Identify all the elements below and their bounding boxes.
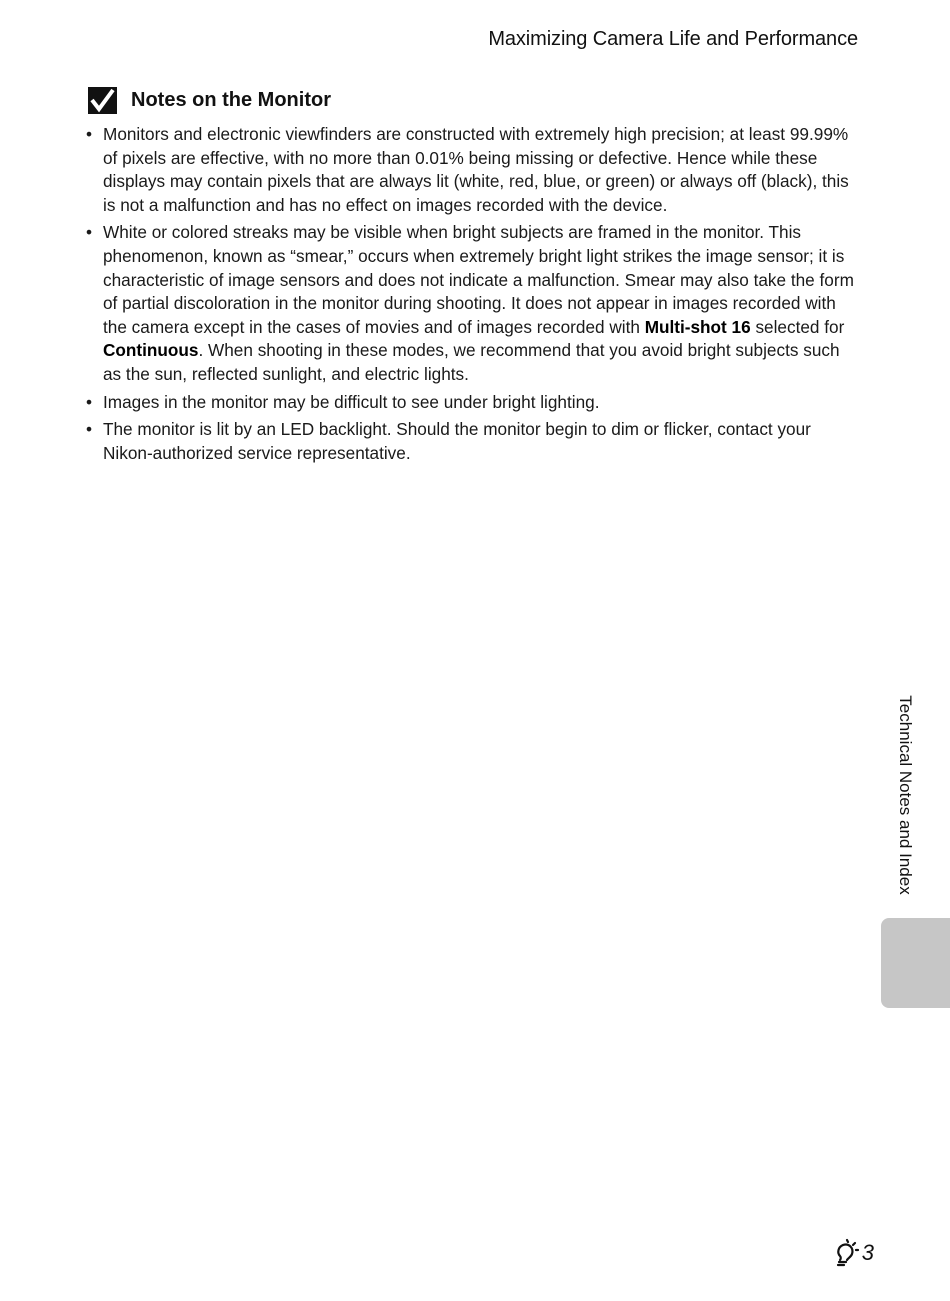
note-title: Notes on the Monitor bbox=[131, 88, 331, 111]
running-header: Maximizing Camera Life and Performance bbox=[488, 28, 858, 50]
list-item-text: . When shooting in these modes, we recommend that you avoid bright subjects such as the sun, reflected sunlight, and electric lights. bbox=[103, 340, 840, 384]
list-item bbox=[88, 418, 860, 465]
bullet-icon: • bbox=[86, 419, 93, 440]
list-item-text: Monitors and electronic viewfinders are constructed with extremely high precision; at least 99.99% of pixels are effective, with no more than 0.01% being missing or defective. Hence while these displays may contain pixels that are always lit (white, red, blue, or green) or always off (black), this is not a malfunction and has no effect on images recorded with the device. bbox=[103, 124, 849, 215]
list-item-text: White or colored streaks may be visible when bright subjects are framed in the monitor. This phenomenon, known as “smear,” occurs when extremely bright light strikes the image sensor; it is characteristic of image sensors and does not indicate a malfunction. Smear may also take the form of partial discoloration in the monitor during shooting. It does not appear in images recorded with the camera except in the cases of movies and of images recorded with bbox=[103, 222, 854, 337]
list-item-text: selected for bbox=[750, 316, 845, 337]
note-heading bbox=[88, 84, 860, 116]
list-item-text: Images in the monitor may be difficult to see under bright lighting. bbox=[103, 391, 600, 412]
checkmark-icon bbox=[88, 87, 117, 114]
side-tab-label: Technical Notes and Index bbox=[896, 695, 915, 895]
note-list bbox=[88, 123, 860, 465]
page-number-value: 3 bbox=[861, 1240, 874, 1265]
setting-name-continuous: Continuous bbox=[103, 340, 199, 361]
setting-name-multi-shot: Multi-shot 16 bbox=[644, 316, 751, 337]
notes-section bbox=[88, 84, 860, 469]
list-item-text: The monitor is lit by an LED backlight. Should the monitor begin to dim or flicker, contact your Nikon-authorized service representative. bbox=[103, 419, 811, 463]
list-item bbox=[88, 391, 860, 415]
list-item bbox=[88, 221, 860, 386]
side-tab-block bbox=[881, 918, 950, 1008]
lightbulb-icon bbox=[831, 1238, 861, 1268]
page-number bbox=[831, 1238, 874, 1268]
bullet-icon: • bbox=[86, 124, 93, 144]
bullet-icon: • bbox=[86, 222, 93, 243]
bullet-icon: • bbox=[86, 391, 93, 412]
list-item bbox=[88, 123, 860, 217]
